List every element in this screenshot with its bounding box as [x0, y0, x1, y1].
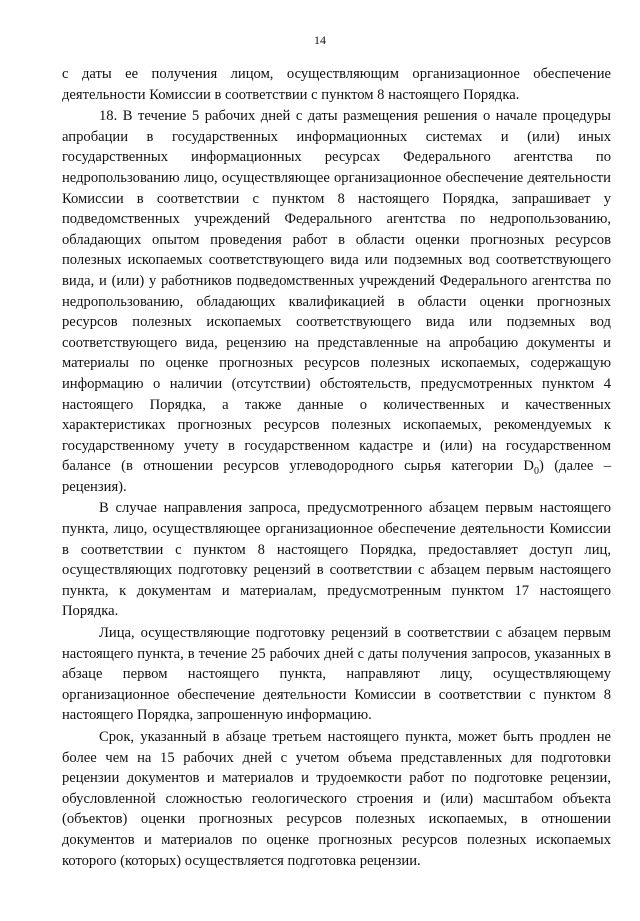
paragraph-term-extension: Срок, указанный в абзаце третьем настоящего пункта, может быть продлен не более чем на 15 рабочих дней с учетом объема представленных для подготовки рецензии документов и материалов и трудоемкости работ по подготовке рецензии, обусловленной сложностью геологического строения и (или) масштабом объекта (объектов) оценки прогнозных ресурсов полезных ископаемых, в отношении документов и материалов по оценке прогнозных ресурсов полезных ископаемых которого (которых) осуществляется подготовка рецензии. [62, 729, 611, 869]
category-subscript: 0 [533, 466, 539, 478]
paragraph-item-18 [62, 106, 611, 497]
document-body [62, 64, 611, 872]
page-number: 14 [314, 33, 326, 47]
paragraph-item-18-tail: ) (далее – рецензия). [62, 458, 611, 495]
paragraph-continuation: с даты ее получения лицом, осуществляющим организационное обеспечение деятельности Комиссии в соответствии с пунктом 8 настоящего Порядка. [62, 66, 611, 103]
paragraph-reviewers-deadline: Лица, осуществляющие подготовку рецензий в соответствии с абзацем первым настоящего пункта, в течение 25 рабочих дней с даты получения запросов, указанных в абзаце первом настоящего пункта, направляют лицу, осуществляющему организационное обеспечение деятельности Комиссии в соответствии с пунктом 8 настоящего Порядка, запрошенную информацию. [62, 625, 611, 724]
paragraph-request-access: В случае направления запроса, предусмотренного абзацем первым настоящего пункта, лицо, осуществляющее организационное обеспечение деятельности Комиссии в соответствии с пунктом 8 настоящего Порядка, предоставляет доступ лиц, осуществляющих подготовку рецензий в соответствии с абзацем первым настоящего пункта, к документам и материалам, предусмотренным пунктом 17 настоящего Порядка. [62, 500, 611, 620]
paragraph-item-18-text: 18. В течение 5 рабочих дней с даты размещения решения о начале процедуры апробации в государственных информационных системах и (или) иных государственных информационных ресурсах Федерального агентства по недропользованию лицо, осуществляющее организационное обеспечение деятельности Комиссии в соответствии с пунктом 8 настоящего Порядка, запрашивает у подведомственных учреждений Федерального агентства по недропользованию, обладающих опытом проведения работ в области оценки прогнозных ресурсов полезных ископаемых соответствующего вида или подземных вод соответствующего вида, и (или) у работников подведомственных учреждений Федерального агентства по недропользованию, обладающих квалификацией в области оценки прогнозных ресурсов полезных ископаемых соответствующего вида или подземных вод соответствующего вида, рецензию на представленные на апробацию документы и материалы по оценке прогнозных ресурсов полезных ископаемых, содержащую информацию о наличии (отсутствии) обстоятельств, предусмотренных пунктом 4 настоящего Порядка, а также данные о количественных и качественных характеристиках прогнозных ресурсов полезных ископаемых, рекомендуемых к государственному учету в государственном кадастре и (или) на государственном балансе (в отношении ресурсов углеводородного сырья категории D [62, 108, 611, 475]
